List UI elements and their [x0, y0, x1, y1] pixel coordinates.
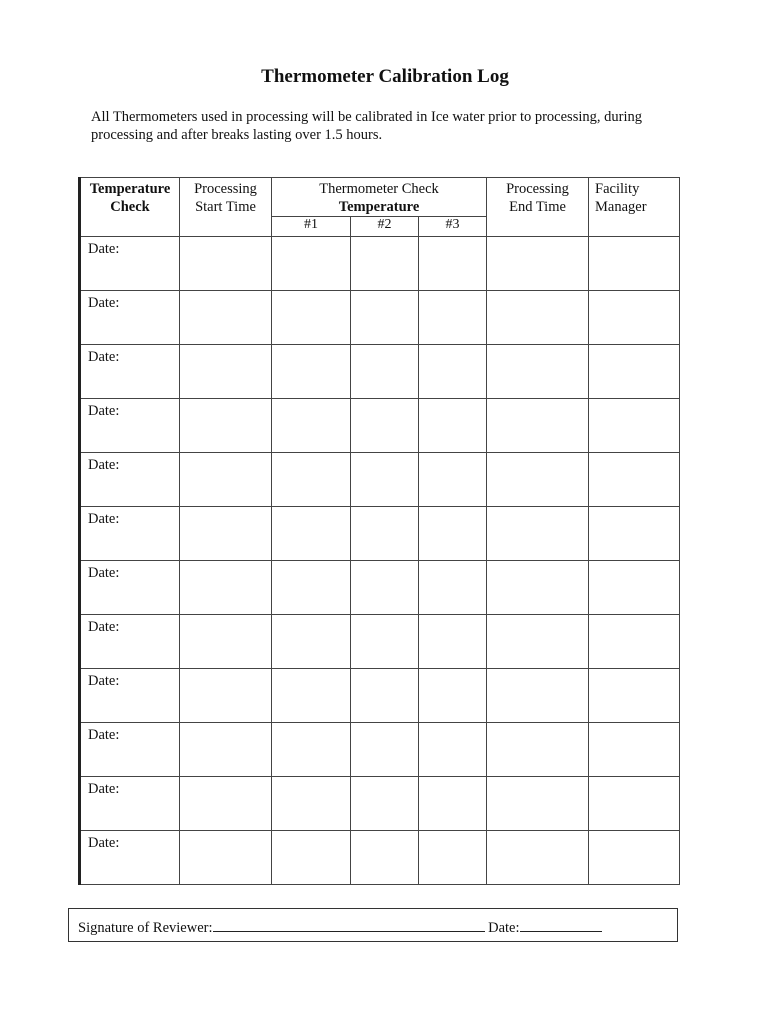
thermometer-2-cell[interactable]: [351, 777, 419, 831]
thermometer-2-cell[interactable]: [351, 291, 419, 345]
facility-manager-cell[interactable]: [589, 831, 680, 885]
table-row: [80, 507, 680, 561]
signature-line: [78, 917, 602, 937]
instructions-text: [91, 108, 691, 144]
start-time-cell[interactable]: [180, 615, 272, 669]
end-time-cell[interactable]: [487, 831, 589, 885]
date-cell[interactable]: Date:: [80, 561, 180, 615]
thermometer-3-cell[interactable]: [419, 561, 487, 615]
end-time-cell[interactable]: [487, 777, 589, 831]
thermometer-3-cell[interactable]: [419, 723, 487, 777]
thermometer-1-cell[interactable]: [272, 831, 351, 885]
review-date-label: Date:: [488, 920, 520, 936]
header-thermometer-1: #1: [272, 217, 351, 237]
header-thermometer-2: #2: [351, 217, 419, 237]
thermometer-1-cell[interactable]: [272, 237, 351, 291]
thermometer-1-cell[interactable]: [272, 507, 351, 561]
header-processing-start-line1: Processing: [194, 181, 257, 197]
date-cell[interactable]: Date:: [80, 345, 180, 399]
thermometer-2-cell[interactable]: [351, 669, 419, 723]
facility-manager-cell[interactable]: [589, 507, 680, 561]
instructions-line-2: processing and after breaks lasting over 1.5 hours.: [91, 127, 383, 143]
date-cell[interactable]: Date:: [80, 831, 180, 885]
review-date-field[interactable]: [520, 917, 602, 932]
thermometer-3-cell[interactable]: [419, 507, 487, 561]
thermometer-2-cell[interactable]: [351, 453, 419, 507]
thermometer-1-cell[interactable]: [272, 453, 351, 507]
facility-manager-cell[interactable]: [589, 615, 680, 669]
table-row: [80, 615, 680, 669]
thermometer-1-cell[interactable]: [272, 723, 351, 777]
start-time-cell[interactable]: [180, 669, 272, 723]
thermometer-3-cell[interactable]: [419, 291, 487, 345]
end-time-cell[interactable]: [487, 345, 589, 399]
date-cell[interactable]: Date:: [80, 453, 180, 507]
thermometer-3-cell[interactable]: [419, 615, 487, 669]
thermometer-1-cell[interactable]: [272, 291, 351, 345]
date-cell[interactable]: Date:: [80, 399, 180, 453]
header-facility-manager: [589, 178, 680, 237]
start-time-cell[interactable]: [180, 507, 272, 561]
thermometer-2-cell[interactable]: [351, 723, 419, 777]
end-time-cell[interactable]: [487, 723, 589, 777]
facility-manager-cell[interactable]: [589, 237, 680, 291]
header-temperature-check: [80, 178, 180, 237]
date-cell[interactable]: Date:: [80, 615, 180, 669]
thermometer-2-cell[interactable]: [351, 237, 419, 291]
thermometer-2-cell[interactable]: [351, 507, 419, 561]
header-thermometer-check-line1: Thermometer Check: [319, 181, 439, 197]
header-thermometer-3: #3: [419, 217, 487, 237]
table-row: [80, 237, 680, 291]
start-time-cell[interactable]: [180, 291, 272, 345]
thermometer-2-cell[interactable]: [351, 561, 419, 615]
table-row: [80, 291, 680, 345]
date-cell[interactable]: Date:: [80, 669, 180, 723]
page-title: Thermometer Calibration Log: [261, 66, 509, 87]
start-time-cell[interactable]: [180, 399, 272, 453]
table-row: [80, 453, 680, 507]
end-time-cell[interactable]: [487, 453, 589, 507]
table-row: [80, 669, 680, 723]
table-row: [80, 399, 680, 453]
thermometer-1-cell[interactable]: [272, 777, 351, 831]
instructions-line-1: All Thermometers used in processing will be calibrated in Ice water prior to processing, during: [91, 109, 642, 125]
facility-manager-cell[interactable]: [589, 399, 680, 453]
thermometer-3-cell[interactable]: [419, 345, 487, 399]
start-time-cell[interactable]: [180, 561, 272, 615]
facility-manager-cell[interactable]: [589, 291, 680, 345]
date-cell[interactable]: Date:: [80, 291, 180, 345]
header-thermometer-check-line2: Temperature: [338, 199, 420, 215]
end-time-cell[interactable]: [487, 615, 589, 669]
facility-manager-cell[interactable]: [589, 345, 680, 399]
thermometer-3-cell[interactable]: [419, 669, 487, 723]
thermometer-2-cell[interactable]: [351, 399, 419, 453]
header-processing-start-line2: Start Time: [195, 199, 256, 215]
date-cell[interactable]: Date:: [80, 507, 180, 561]
facility-manager-cell[interactable]: [589, 453, 680, 507]
start-time-cell[interactable]: [180, 723, 272, 777]
thermometer-1-cell[interactable]: [272, 615, 351, 669]
header-thermometer-check: [272, 178, 487, 217]
start-time-cell[interactable]: [180, 831, 272, 885]
thermometer-2-cell[interactable]: [351, 831, 419, 885]
thermometer-1-cell[interactable]: [272, 669, 351, 723]
thermometer-1-cell[interactable]: [272, 399, 351, 453]
facility-manager-cell[interactable]: [589, 669, 680, 723]
end-time-cell[interactable]: [487, 237, 589, 291]
facility-manager-cell[interactable]: [589, 561, 680, 615]
table-row: [80, 723, 680, 777]
thermometer-3-cell[interactable]: [419, 399, 487, 453]
table-row: [80, 831, 680, 885]
facility-manager-cell[interactable]: [589, 777, 680, 831]
reviewer-signature-field[interactable]: [213, 917, 485, 932]
thermometer-2-cell[interactable]: [351, 345, 419, 399]
start-time-cell[interactable]: [180, 237, 272, 291]
header-processing-end: [487, 178, 589, 237]
header-processing-end-line2: End Time: [509, 199, 566, 215]
end-time-cell[interactable]: [487, 507, 589, 561]
header-temperature-check-line2: Check: [110, 199, 150, 215]
end-time-cell[interactable]: [487, 669, 589, 723]
calibration-log-table: [78, 177, 680, 885]
table-row: [80, 777, 680, 831]
end-time-cell[interactable]: [487, 399, 589, 453]
start-time-cell[interactable]: [180, 453, 272, 507]
thermometer-1-cell[interactable]: [272, 561, 351, 615]
start-time-cell[interactable]: [180, 345, 272, 399]
table-row: [80, 345, 680, 399]
date-cell[interactable]: Date:: [80, 237, 180, 291]
thermometer-3-cell[interactable]: [419, 237, 487, 291]
date-cell[interactable]: Date:: [80, 777, 180, 831]
header-temperature-check-line1: Temperature: [89, 181, 171, 197]
thermometer-1-cell[interactable]: [272, 345, 351, 399]
date-cell[interactable]: Date:: [80, 723, 180, 777]
header-facility-manager-line2: Manager: [595, 199, 647, 215]
header-processing-start: [180, 178, 272, 237]
end-time-cell[interactable]: [487, 561, 589, 615]
signature-box: [68, 908, 678, 942]
thermometer-3-cell[interactable]: [419, 831, 487, 885]
header-processing-end-line1: Processing: [506, 181, 569, 197]
thermometer-3-cell[interactable]: [419, 453, 487, 507]
thermometer-3-cell[interactable]: [419, 777, 487, 831]
thermometer-2-cell[interactable]: [351, 615, 419, 669]
table-row: [80, 561, 680, 615]
start-time-cell[interactable]: [180, 777, 272, 831]
end-time-cell[interactable]: [487, 291, 589, 345]
facility-manager-cell[interactable]: [589, 723, 680, 777]
header-facility-manager-line1: Facility: [595, 181, 640, 197]
reviewer-signature-label: Signature of Reviewer:: [78, 920, 213, 936]
